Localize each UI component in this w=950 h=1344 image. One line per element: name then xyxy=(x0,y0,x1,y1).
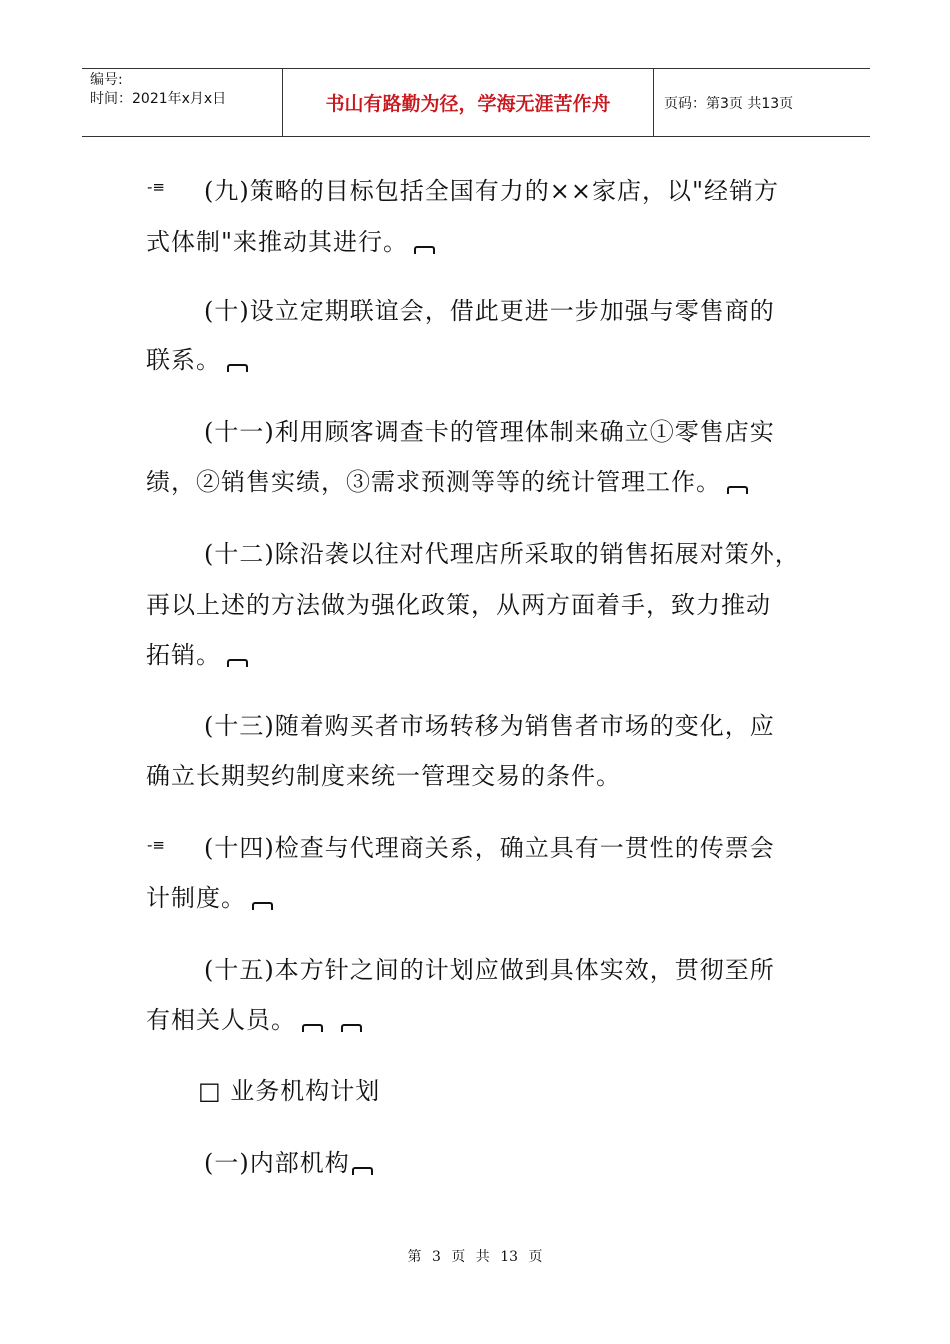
header-meta xyxy=(90,71,226,109)
paragraph-14-line-1: (十四)检查与代理商关系，确立具有一贯性的传票会 xyxy=(204,834,775,862)
paragraph-15-line-2: 有相关人员。 xyxy=(146,1000,362,1035)
paragraph-14-line-2: 计制度。 xyxy=(146,878,273,913)
paragraph-11-line-1: (十一)利用顾客调查卡的管理体制来确立①零售店实 xyxy=(204,418,775,446)
number-label: 编号: xyxy=(90,72,123,88)
paragraph-13-line-1: (十三)随着购买者市场转移为销售者市场的变化，应 xyxy=(204,712,775,740)
paragraph-9-line-2: 式体制"来推动其进行。 xyxy=(146,222,435,257)
paragraph-10-line-2: 联系。 xyxy=(146,340,248,375)
section-heading: □ 业务机构计划 xyxy=(198,1077,381,1105)
subsection-heading: (一)内部机构 xyxy=(204,1143,373,1178)
paragraph-mark-icon xyxy=(302,1024,323,1032)
paragraph-mark-icon xyxy=(341,1024,362,1032)
list-marker: -≡ xyxy=(147,836,165,854)
paragraph-10-line-1: (十)设立定期联谊会，借此更进一步加强与零售商的 xyxy=(204,297,775,325)
time-label: 时间：2021年x月x日 xyxy=(90,91,227,107)
header-motto: 书山有路勤为径，学海无涯苦作舟 xyxy=(325,93,611,115)
paragraph-mark-icon xyxy=(727,486,748,494)
paragraph-15-line-1: (十五)本方针之间的计划应做到具体实效，贯彻至所 xyxy=(204,956,775,984)
paragraph-mark-icon xyxy=(252,902,273,910)
page-footer: 第 3 页 共 13 页 xyxy=(407,1249,543,1265)
paragraph-11-line-2: 绩，②销售实绩，③需求预测等等的统计管理工作。 xyxy=(146,462,748,497)
paragraph-mark-icon xyxy=(227,364,248,372)
paragraph-13-line-2: 确立长期契约制度来统一管理交易的条件。 xyxy=(146,762,621,790)
paragraph-mark-icon xyxy=(227,659,248,667)
paragraph-12-line-2: 再以上述的方法做为强化政策，从两方面着手，致力推动 xyxy=(146,591,771,619)
paragraph-mark-icon xyxy=(352,1167,373,1175)
paragraph-9-line-1: (九)策略的目标包括全国有力的××家店，以"经销方 xyxy=(204,177,779,205)
paragraph-12-line-3: 拓销。 xyxy=(146,635,248,670)
paragraph-12-line-1: (十二)除沿袭以往对代理店所采取的销售拓展对策外， xyxy=(204,540,800,568)
paragraph-mark-icon xyxy=(414,246,435,254)
header-page-info: 页码：第3页 共13页 xyxy=(664,95,794,112)
header-divider xyxy=(653,69,654,136)
page-header-table xyxy=(82,68,870,137)
list-marker: -≡ xyxy=(147,178,165,196)
